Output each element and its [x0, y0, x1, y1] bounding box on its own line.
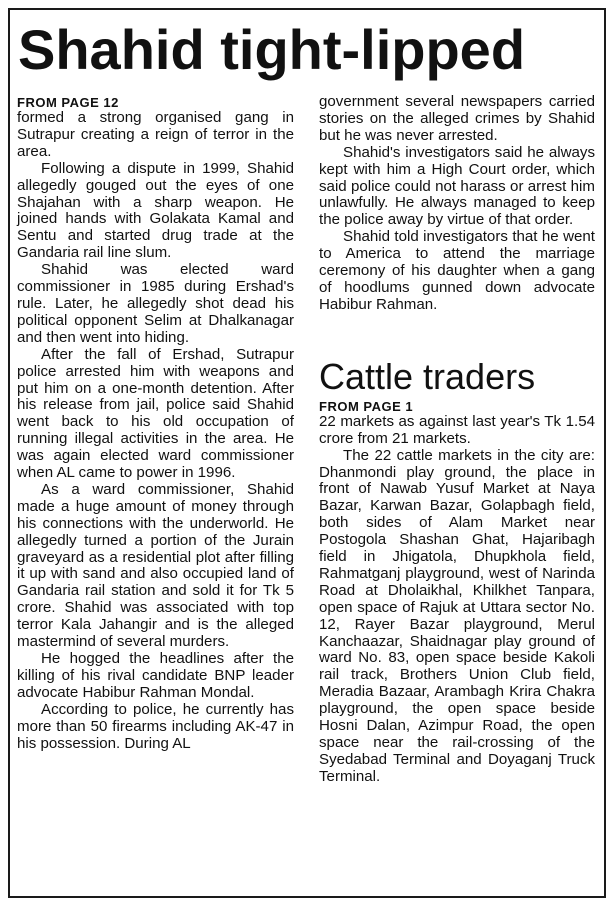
paragraph: He hogged the headlines after the killing of his rival candidate BNP leader advocate Habibur Rahman Mondal.	[17, 650, 294, 701]
kicker-from-page-1: FROM PAGE 1	[319, 398, 414, 414]
paragraph: formed a strong organised gang in Sutrapur creating a reign of terror in the area.	[17, 109, 294, 160]
paragraph: Following a dispute in 1999, Shahid allegedly gouged out the eyes of one Shajahan with a sharp weapon. He joined hands with Golakata Kamal and Sentu and started drug trade at the Gandaria rail line slum.	[17, 159, 294, 262]
paragraph: Shahid's investigators said he always kept with him a High Court order, which said police could not harass or arrest him unlawfully. He always managed to keep the police away by virtue of that order.	[319, 143, 595, 229]
paragraph: After the fall of Ershad, Sutrapur police arrested him with weapons and put him on a one-month detention. After his release from jail, police said Shahid went back to his old occupation of running illegal activities in the area. He was again elected ward commissioner when AL came to power in 1996.	[17, 345, 294, 482]
paragraph: As a ward commissioner, Shahid made a huge amount of money through his connections with the underworld. He allegedly turned a portion of the Jurain graveyard as a residential plot after filling it up with sand and also occupied land of Gandaria rail station and sold it for Tk 5 crore. Shahid was associated with top terror Kala Jahangir and is the alleged mastermind of several murders.	[17, 480, 294, 651]
paragraph: Shahid was elected ward commissioner in 1985 during Ershad's rule. Later, he allegedly shot dead his political opponent Selim at Dhalkanagar and then went into hiding.	[17, 261, 294, 346]
paragraph: According to police, he currently has more than 50 firearms including AK-47 in his possession. During AL	[17, 700, 294, 752]
kicker-from-page-12: FROM PAGE 12	[17, 95, 119, 110]
headline-cattle-traders: Cattle traders	[319, 355, 536, 397]
paragraph: government several newspapers carried stories on the alleged crimes by Shahid but he was never arrested.	[319, 93, 595, 144]
paragraph: 22 markets as against last year's Tk 1.54 crore from 21 markets.	[319, 412, 595, 447]
column-left	[17, 95, 294, 752]
paragraph: The 22 cattle markets in the city are: Dhanmondi play ground, the place in front of Nawab Yusuf Market at Naya Bazar, Karwan Bazar, Golapbagh field, both sides of Alam Market near Postogola Shashan Ghat, Hajaribagh field in Jhigatola, Dhupkhola field, Rahmatganj playground, west of Narinda Road at Dholaikhal, Khilkhet Tanpara, open space of Rajuk at Uttara sector No. 12, Rayer Bazar playground, Merul Kanchaazar, Shaidnagar play ground of ward No. 83, open space beside Kakoli rail track, Brothers Union Club field, Meradia Bazaar, Arambagh Krira Chakra playground, the open space beside Hosni Dalan, Azimpur Road, the open space near the rail-crossing of the Syedabad Terminal and Doyaganj Truck Terminal.	[319, 446, 595, 785]
paragraph: Shahid told investigators that he went to America to attend the marriage ceremony of his daughter when a gang of hoodlums gunned down advocate Habibur Rahman.	[319, 228, 595, 313]
column-right	[319, 94, 595, 786]
headline-shahid: Shahid tight-lipped	[18, 18, 526, 81]
